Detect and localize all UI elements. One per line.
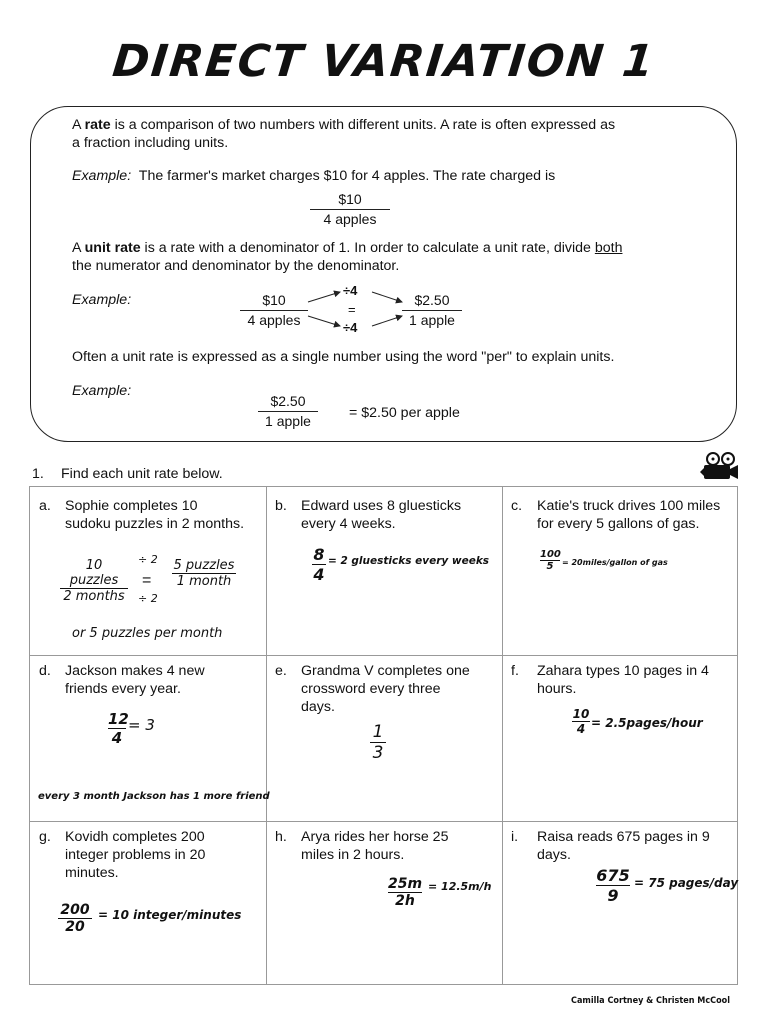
page-title: DIRECT VARIATION 1 [110, 36, 658, 87]
unit-rate-term: unit rate [84, 240, 141, 256]
g-fraction: 200 20 [58, 902, 92, 935]
example2-label: Example: [72, 292, 132, 308]
question-text: Find each unit rate below. [61, 466, 223, 482]
a-op-bottom: ÷ 2 [138, 592, 158, 605]
a-left-fraction: 10 puzzles 2 months [60, 558, 128, 604]
d-answer: = 3 [128, 716, 155, 734]
example2-right-fraction: $2.50 1 apple [402, 291, 462, 329]
a-right-fraction: 5 puzzles 1 month [173, 558, 235, 589]
example2-op-top: ÷4 [343, 283, 358, 298]
question-number: 1. [32, 466, 44, 482]
i-fraction: 675 9 [596, 866, 630, 905]
b-fraction: 8 4 [313, 545, 325, 584]
h-fraction: 25m 2h [388, 876, 423, 909]
example3-label: Example: [72, 383, 132, 399]
a-equals: = [142, 572, 152, 589]
example3-result: = $2.50 per apple [349, 405, 460, 421]
i-answer: = 75 pages/day [634, 876, 739, 890]
example1: Example: The farmer's market charges $10 for 4 apples. The rate charged is [72, 168, 556, 184]
f-answer: = 2.5pages/hour [591, 716, 703, 730]
d-fraction: 12 4 [108, 710, 129, 747]
example1-label: Example: [72, 168, 132, 184]
example3-fraction: $2.50 1 apple [258, 392, 318, 430]
example2-op-bottom: ÷4 [343, 320, 358, 335]
credit-line: Camilla Cortney & Christen McCool [571, 996, 730, 1006]
unit-rate-definition: A unit rate is a rate with a denominator of 1. In order to calculate a unit rate, divide both the numerator and denominator by the denominator. [72, 240, 623, 274]
projector-icon [698, 450, 740, 482]
example1-fraction: $10 4 apples [310, 190, 390, 228]
g-answer: = 10 integer/minutes [98, 908, 242, 922]
d-note: every 3 month Jackson has 1 more friend [38, 791, 270, 802]
e-fraction: 1 3 [370, 722, 386, 763]
problem-a: a. Sophie completes 10 sudoku puzzles in 2 months. [39, 498, 245, 532]
example2-left-fraction: $10 4 apples [240, 291, 308, 329]
rate-term: rate [84, 117, 111, 133]
f-fraction: 10 4 [572, 707, 590, 736]
h-answer: = 12.5m/h [428, 880, 492, 893]
example2-equals: = [348, 302, 356, 317]
c-answer: = 20miles/gallon of gas [562, 558, 668, 567]
c-fraction: 100 5 [540, 549, 561, 572]
per-explanation: Often a unit rate is expressed as a single number using the word "per" to explain units. [72, 349, 615, 365]
rate-definition: A rate is a comparison of two numbers with different units. A rate is often expressed as a fraction including units. [72, 117, 616, 151]
a-op-top: ÷ 2 [138, 553, 158, 566]
b-answer: = 2 gluesticks every weeks [328, 555, 490, 567]
a-answer: or 5 puzzles per month [72, 626, 223, 641]
